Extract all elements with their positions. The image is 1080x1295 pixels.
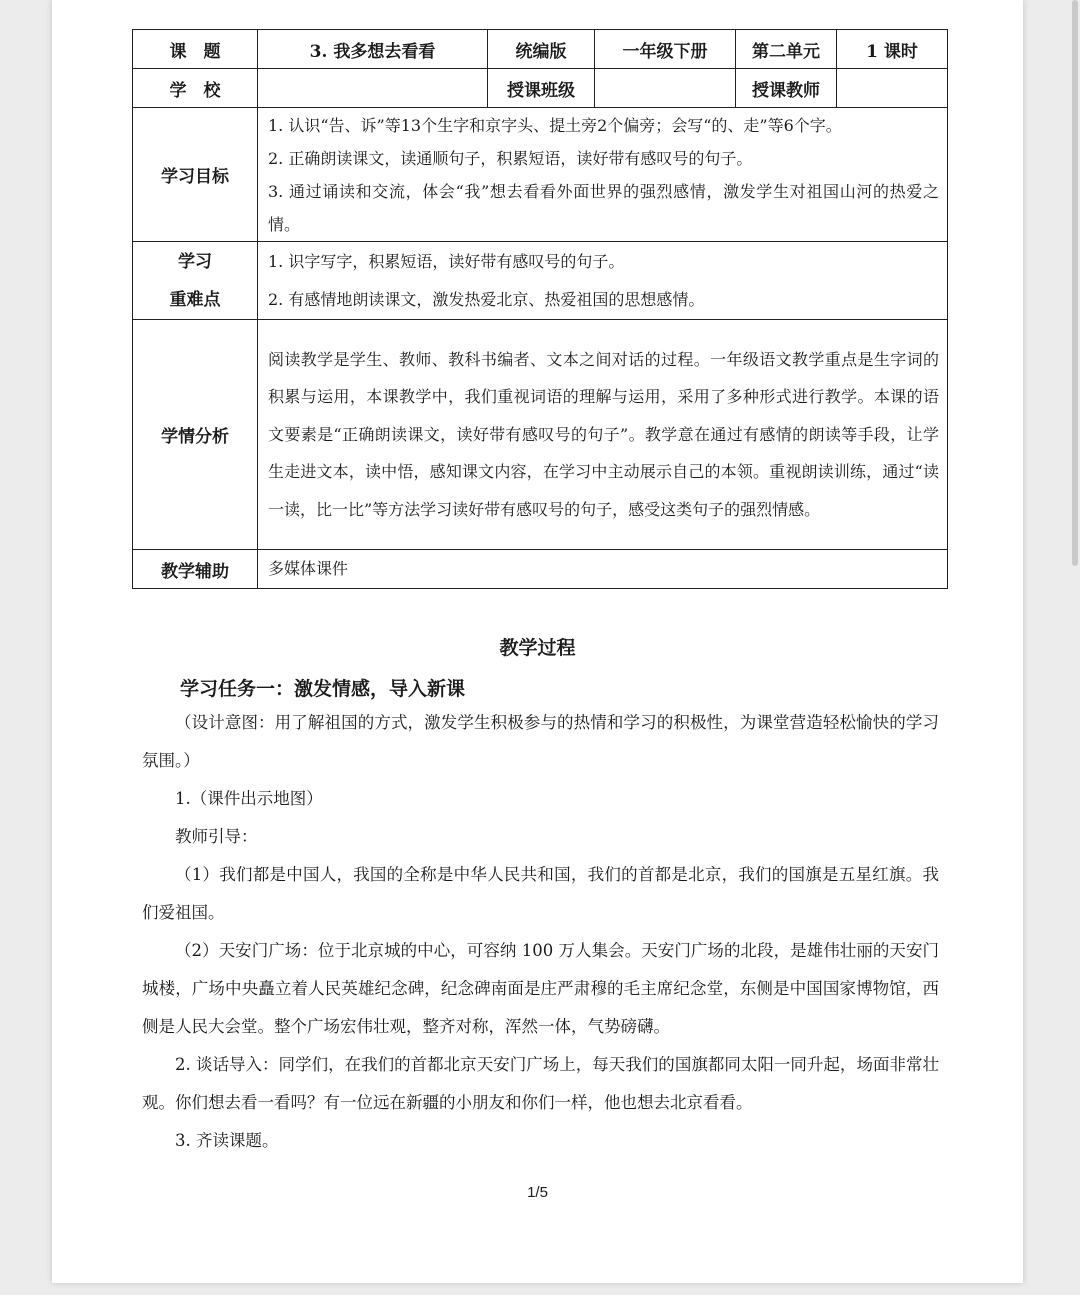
key-points-cell [258,242,948,320]
process-body [142,704,939,1160]
task1-heading: 学习任务一：激发情感，导入新课 [180,678,466,700]
table-row [133,242,948,320]
grade: 一年级下册 [595,30,736,69]
step-3: 3. 齐读课题。 [175,1131,279,1150]
table-row [133,69,948,108]
label-class: 授课班级 [488,69,595,108]
step-2: 2. 谈话导入：同学们，在我们的首都北京天安门广场上，每天我们的国旗都同太阳一同升起，场面非常壮观。你们想去看一看吗？有一位远在新疆的小朋友和你们一样，他也想去北京看看。 [142,1055,939,1112]
edition: 统编版 [488,30,595,69]
document-page [52,0,1023,1283]
key-point-item: 2. 有感情地朗读课文，激发热爱北京、热爱祖国的思想感情。 [268,289,705,309]
aids-value: 多媒体课件 [268,559,349,579]
teacher-value [837,69,948,108]
design-intent: （设计意图：用了解祖国的方式，激发学生积极参与的热情和学习的积极性，为课堂营造轻松愉快的学习氛围。） [142,713,939,770]
teacher-guide: 教师引导： [175,827,258,846]
label-aids: 教学辅助 [133,550,258,589]
page-number: 1/5 [527,1184,548,1201]
label-key-points [133,242,258,320]
label-teacher: 授课教师 [736,69,837,108]
unit: 第二单元 [736,30,837,69]
point-1: （1）我们都是中国人，我国的全称是中华人民共和国，我们的首都是北京，我们的国旗是五星红旗。我们爱祖国。 [142,865,939,922]
analysis-text: 阅读教学是学生、教师、教科书编者、文本之间对话的过程。一年级语文教学重点是生字词的积累与运用，本课教学中，我们重视词语的理解与运用，采用了多种形式进行教学。本课的语文要素是“正确朗读课文，读好带有感叹号的句子”。教学意在通过有感情的朗读等手段，让学生走进文本，读中悟，感知课文内容，在学习中主动展示自己的本领。重视朗读训练，通过“读一读，比一比”等方法学习读好带有感叹号的句子，感受这类句子的强烈情感。 [268,349,939,519]
table-row [133,320,948,550]
lesson-info-table [132,29,948,589]
goal-item: 3. 通过诵读和交流，体会“我”想去看看外面世界的强烈感情，激发学生对祖国山河的热爱之情。 [268,182,939,234]
label-analysis: 学情分析 [133,320,258,550]
label-course: 课 题 [133,30,258,69]
table-row [133,30,948,69]
vertical-scrollbar[interactable] [1072,0,1078,566]
class-value [595,69,736,108]
lesson-title: 3. 我多想去看看 [258,30,488,69]
process-title: 教学过程 [499,637,576,659]
label-goals: 学习目标 [133,108,258,242]
point-2: （2）天安门广场：位于北京城的中心，可容纳 100 万人集会。天安门广场的北段，是雄伟壮丽的天安门城楼，广场中央矗立着人民英雄纪念碑，纪念碑南面是庄严肃穆的毛主席纪念堂，东侧是中国国家博物馆，西侧是人民大会堂。整个广场宏伟壮观，整齐对称，浑然一体，气势磅礴。 [142,941,939,1036]
goal-item: 1. 认识“告、诉”等13个生字和京字头、提土旁2个偏旁；会写“的、走”等6个字。 [268,116,842,135]
step-1: 1.（课件出示地图） [175,789,323,808]
aids-cell [258,550,948,589]
school-value [258,69,488,108]
key-points-label-line2: 重难点 [169,289,221,310]
key-points-label-line1: 学习 [178,251,212,272]
table-row [133,550,948,589]
table-row [133,108,948,242]
label-school: 学 校 [133,69,258,108]
periods: 1 课时 [837,30,948,69]
goal-item: 2. 正确朗读课文，读通顺句子，积累短语，读好带有感叹号的句子。 [268,149,753,168]
goals-cell [258,108,948,242]
analysis-cell [258,320,948,550]
key-point-item: 1. 识字写字，积累短语，读好带有感叹号的句子。 [268,252,625,271]
